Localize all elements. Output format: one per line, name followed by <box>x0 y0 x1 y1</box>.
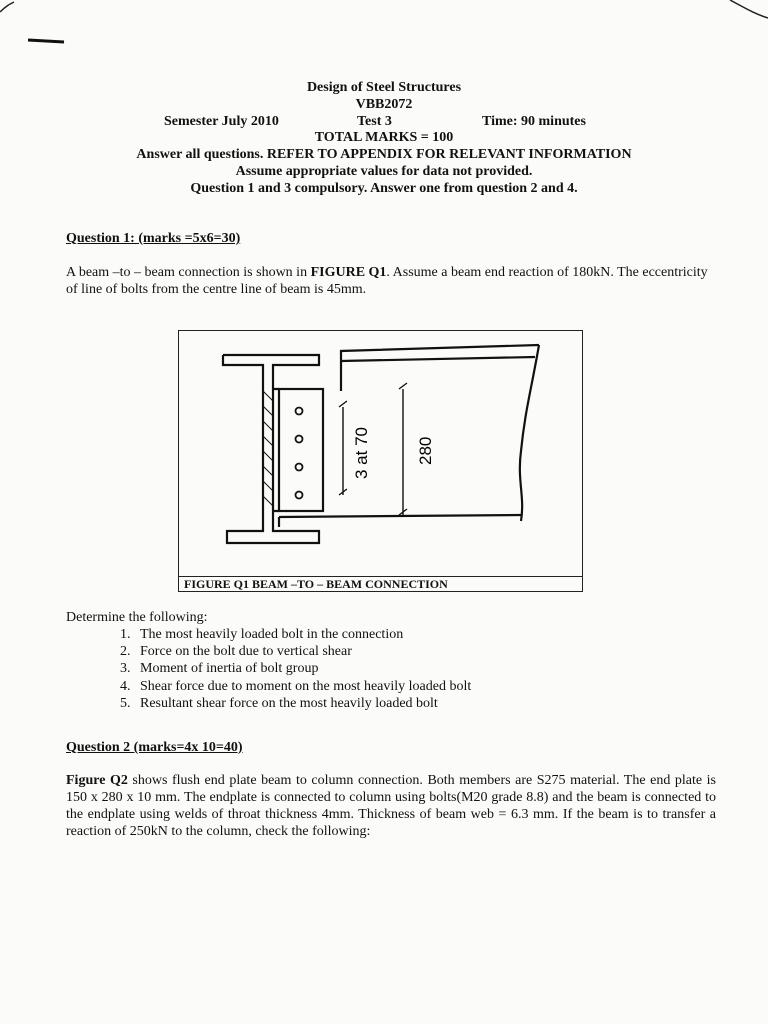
figure-q1 <box>178 330 583 592</box>
question1-intro <box>66 264 716 298</box>
bolt-2 <box>296 436 303 443</box>
instruction-2: Assume appropriate values for data not provided. <box>235 164 533 179</box>
secondary-beam-bottom-flange <box>279 515 521 517</box>
dim-depth-label: 280 <box>416 436 435 465</box>
secondary-beam-end <box>520 345 539 521</box>
list-item: 5. Resultant shear force on the most heavily loaded bolt <box>134 695 471 712</box>
instruction-3: Question 1 and 3 compulsory. Answer one from question 2 and 4. <box>190 181 578 196</box>
total-marks: TOTAL MARKS = 100 <box>314 130 454 145</box>
list-item: 1. The most heavily loaded bolt in the connection <box>134 626 471 643</box>
secondary-beam-top-flange-lower <box>341 357 535 361</box>
question2-heading: Question 2 (marks=4x 10=40) <box>66 740 243 755</box>
course-code: VBB2072 <box>355 97 413 112</box>
scan-marks <box>0 0 768 60</box>
question1-task-list <box>110 626 471 712</box>
dim-bolts-line <box>339 401 347 495</box>
document-title: Design of Steel Structures <box>306 80 462 95</box>
list-item: 3. Moment of inertia of bolt group <box>134 660 471 677</box>
beam-connection-drawing <box>179 331 582 577</box>
question1-determine: Determine the following: <box>66 610 208 625</box>
bolt-1 <box>296 408 303 415</box>
list-item: 4. Shear force due to moment on the most heavily loaded bolt <box>134 678 471 695</box>
main-beam-bottom-flange <box>227 521 319 543</box>
question1-heading: Question 1: (marks =5x6=30) <box>66 231 241 246</box>
semester: Semester July 2010 <box>164 114 279 129</box>
web-hatching <box>263 391 273 506</box>
list-item: 2. Force on the bolt due to vertical shear <box>134 643 471 660</box>
question2-figure-ref: Figure Q2 <box>66 773 128 788</box>
dim-bolts-label: 3 at 70 <box>352 427 371 479</box>
figure-q1-caption: FIGURE Q1 BEAM –TO – BEAM CONNECTION <box>178 576 583 592</box>
main-beam-top-flange-left <box>223 355 263 375</box>
question1-intro-a: A beam –to – beam connection is shown in <box>66 265 311 280</box>
question1-intro-b: . Assume a beam end reaction of 180kN. The eccentricity of line of bolts from the centre line of beam is 45mm. <box>66 265 708 297</box>
instruction-1: Answer all questions. REFER TO APPENDIX FOR RELEVANT INFORMATION <box>136 147 632 162</box>
question1-figure-ref: FIGURE Q1 <box>310 265 387 280</box>
time-limit: Time: 90 minutes <box>482 114 586 129</box>
dim-depth-line <box>399 383 407 515</box>
test-number: Test 3 <box>357 114 392 129</box>
question2-text: shows flush end plate beam to column connection. Both members are S275 material. The end plate is 150 x 280 x 10 mm. The endplate is connected to column using bolts(M20 grade 8.8) and the beam is connected to the endplate using welds of throat thickness 4mm. Thickness of beam web = 6.3 mm. If the beam is to transfer a reaction of 250kN to the column, check the following: <box>66 773 716 839</box>
question2-body <box>66 772 716 840</box>
bolt-4 <box>296 492 303 499</box>
bolt-3 <box>296 464 303 471</box>
